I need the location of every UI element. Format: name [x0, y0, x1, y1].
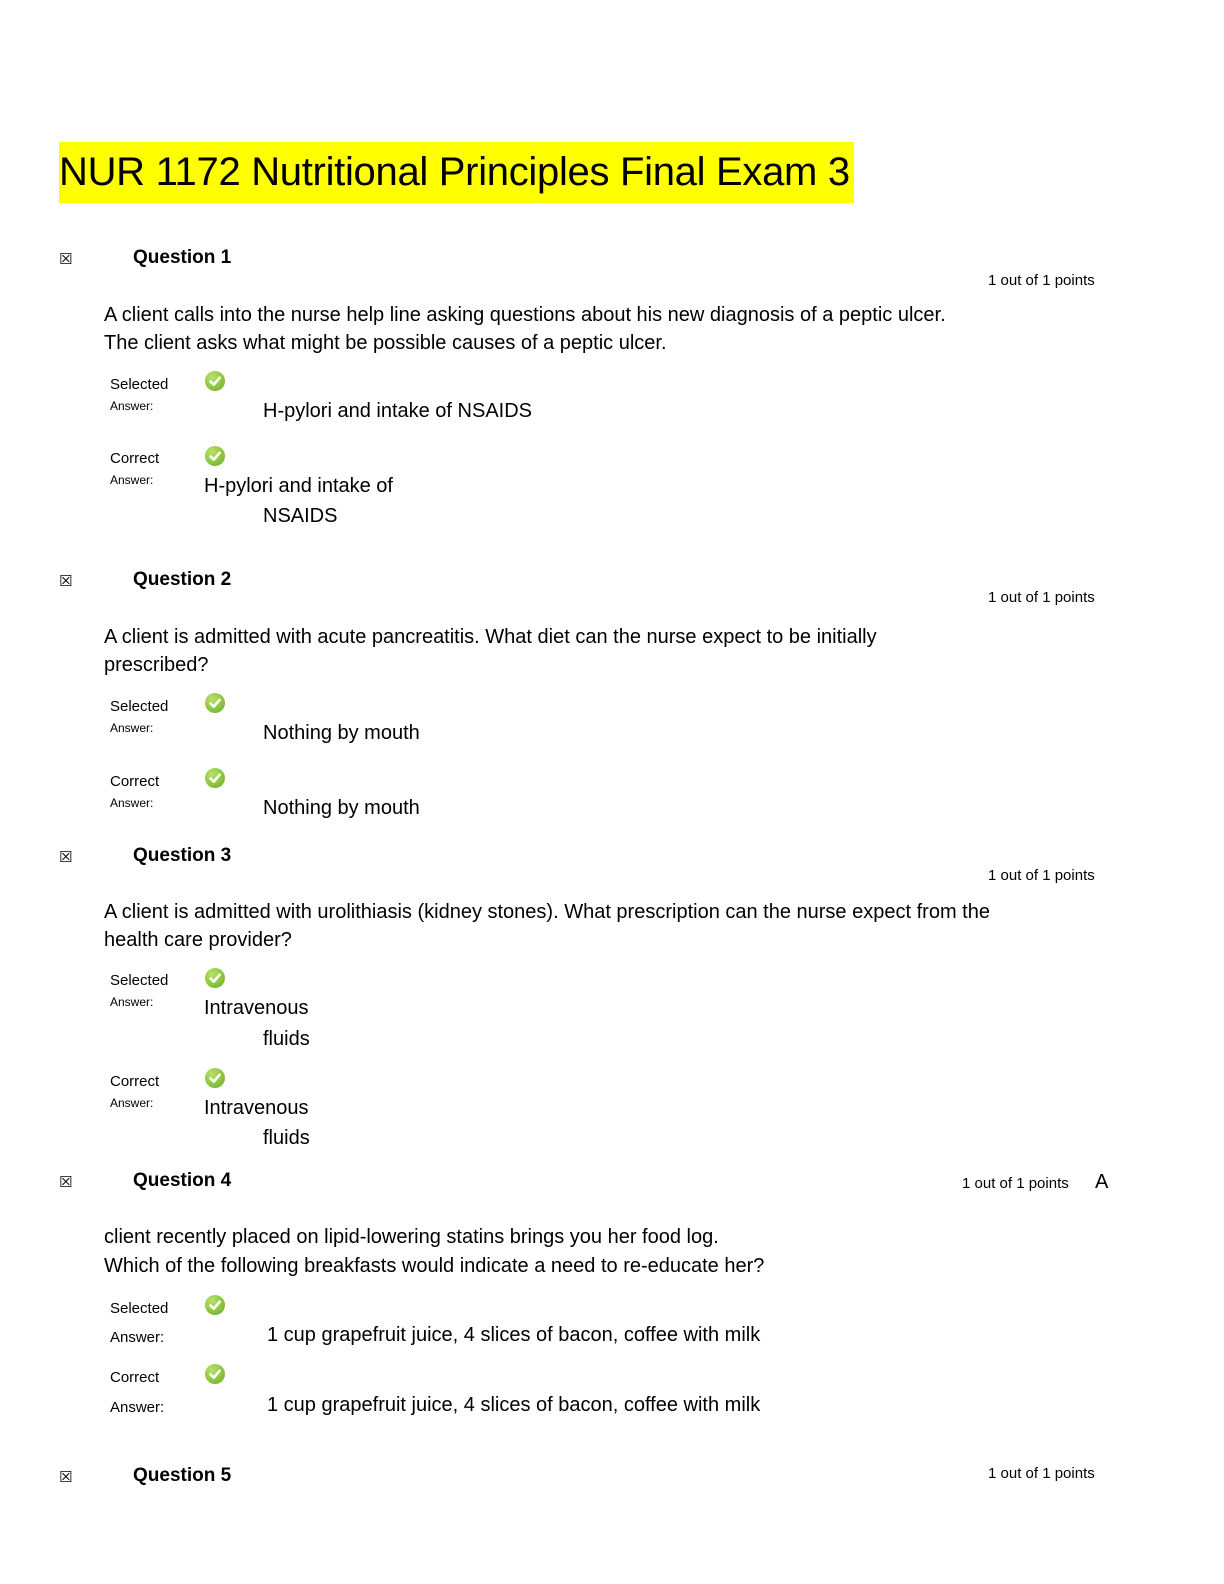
correct-label: Correct — [110, 1369, 160, 1386]
question-2-points: 1 out of 1 points — [988, 589, 1095, 606]
answer-label: Answer: — [110, 399, 154, 413]
question-5-points: 1 out of 1 points — [988, 1465, 1095, 1482]
correct-answer-line1: Intravenous — [204, 1097, 309, 1119]
correct-answer-line1: H-pylori and intake of — [204, 475, 393, 497]
answer-label: Answer: — [110, 995, 154, 1009]
selected-label: Selected — [110, 1300, 169, 1317]
question-1-points: 1 out of 1 points — [988, 272, 1095, 289]
question-5-label: Question 5 — [133, 1465, 232, 1486]
question-checkbox-icon[interactable]: ☒ — [59, 1174, 73, 1191]
correct-answer: Nothing by mouth — [263, 797, 420, 819]
question-4-points: 1 out of 1 points — [962, 1175, 1069, 1192]
checkmark-circle-icon — [205, 446, 225, 466]
question-2-text: A client is admitted with acute pancreatitis. What diet can the nurse expect to be initially prescribed? — [104, 626, 877, 676]
page-title: NUR 1172 Nutritional Principles Final Exam 3 — [59, 142, 854, 203]
correct-answer: 1 cup grapefruit juice, 4 slices of bacon, coffee with milk — [267, 1394, 761, 1416]
answer-label: Answer: — [110, 796, 154, 810]
question-checkbox-icon[interactable]: ☒ — [59, 849, 73, 866]
checkmark-circle-icon — [205, 768, 225, 788]
answer-label: Answer: — [110, 1399, 165, 1416]
answer-label: Answer: — [110, 473, 154, 487]
checkmark-circle-icon — [205, 1295, 225, 1315]
question-4-text-line1: client recently placed on lipid-lowering statins brings you her food log. — [104, 1226, 719, 1248]
question-3-text: A client is admitted with urolithiasis (kidney stones). What prescription can the nurse expect from the health care provider? — [104, 901, 990, 951]
checkmark-circle-icon — [205, 371, 225, 391]
question-1-label: Question 1 — [133, 247, 232, 268]
question-4-label: Question 4 — [133, 1170, 232, 1191]
selected-label: Selected — [110, 376, 169, 393]
selected-answer-line2: fluids — [263, 1028, 310, 1050]
question-3-points: 1 out of 1 points — [988, 867, 1095, 884]
selected-answer: Nothing by mouth — [263, 722, 420, 744]
checkmark-circle-icon — [205, 968, 225, 988]
correct-label: Correct — [110, 773, 160, 790]
question-1-text: A client calls into the nurse help line asking questions about his new diagnosis of a peptic ulcer. The client asks what might be possible causes of a peptic ulcer. — [104, 304, 946, 354]
selected-answer: H-pylori and intake of NSAIDS — [263, 400, 533, 422]
question-checkbox-icon[interactable]: ☒ — [59, 251, 73, 268]
selected-answer: 1 cup grapefruit juice, 4 slices of bacon, coffee with milk — [267, 1324, 761, 1346]
checkmark-circle-icon — [205, 1364, 225, 1384]
question-4-points-suffix: A — [1095, 1171, 1109, 1193]
checkmark-circle-icon — [205, 1068, 225, 1088]
correct-answer-line2: NSAIDS — [263, 505, 338, 527]
answer-label: Answer: — [110, 721, 154, 735]
answer-label: Answer: — [110, 1329, 165, 1346]
selected-label: Selected — [110, 698, 169, 715]
question-3-label: Question 3 — [133, 845, 232, 866]
selected-label: Selected — [110, 972, 169, 989]
answer-label: Answer: — [110, 1096, 154, 1110]
checkmark-circle-icon — [205, 693, 225, 713]
question-4-text-line2: Which of the following breakfasts would indicate a need to re-educate her? — [104, 1255, 765, 1277]
correct-answer-line2: fluids — [263, 1127, 310, 1149]
correct-label: Correct — [110, 450, 160, 467]
selected-answer-line1: Intravenous — [204, 997, 309, 1019]
question-2-label: Question 2 — [133, 569, 232, 590]
correct-label: Correct — [110, 1073, 160, 1090]
question-checkbox-icon[interactable]: ☒ — [59, 1469, 73, 1486]
question-checkbox-icon[interactable]: ☒ — [59, 573, 73, 590]
